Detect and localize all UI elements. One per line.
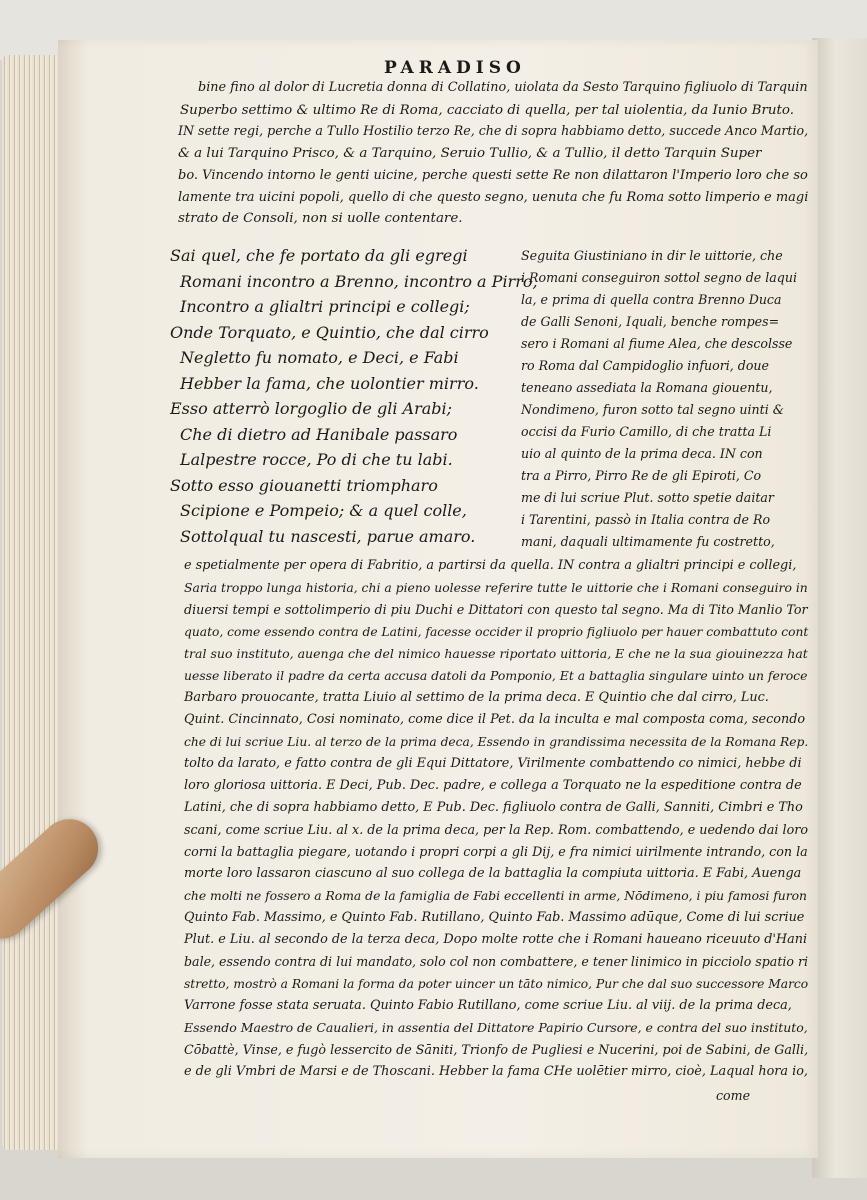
body-line: che di lui scriue Liu. al terzo de la prima deca, Essendo in grandissima necessita de la Romana Rep. xyxy=(184,735,809,749)
verse-line: Sotto esso giouanetti triompharo xyxy=(170,476,438,495)
verse-line: Romani incontro a Brenno, incontro a Pirro, xyxy=(180,272,538,291)
text-line: strato de Consoli, non si uolle contentare. xyxy=(178,211,463,226)
commentary-line: de Galli Senoni, Iquali, benche rompes= xyxy=(521,314,780,329)
body-line: uesse liberato il padre da certa accusa datoli da Pomponio, Et a battaglia singulare uinto un feroce xyxy=(184,668,808,683)
body-line: che molti ne fossero a Roma de la famiglia de Fabi eccellenti in arme, Nōdimeno, i piu famosi furon xyxy=(184,889,807,903)
commentary-line: teneano assediata la Romana giouentu, xyxy=(521,380,773,395)
verse-line: Che di dietro ad Hanibale passaro xyxy=(180,425,458,444)
body-line: Plut. e Liu. al secondo de la terza deca, Dopo molte rotte che i Romani haueano riceuuto d'Hani xyxy=(184,932,808,947)
commentary-line: Seguita Giustiniano in dir le uittorie, che xyxy=(521,248,783,263)
commentary-line: i Romani conseguiron sottol segno de laqui xyxy=(521,270,797,285)
commentary-line: sero i Romani al fiume Alea, che descolsse xyxy=(521,336,793,351)
body-line: loro gloriosa uittoria. E Deci, Pub. Dec. padre, e collega a Torquato ne la espeditione contra de xyxy=(184,778,802,793)
body-line: Saria troppo lunga historia, chi a pieno uolesse referire tutte le uittorie che i Romani conseguiro in xyxy=(184,581,808,595)
body-line: scani, come scriue Liu. al x. de la prima deca, per la Rep. Rom. combattendo, e uedendo dai loro xyxy=(184,822,809,837)
body-line: Varrone fosse stata seruata. Quinto Fabio Rutillano, come scriue Liu. al viij. de la prima deca, xyxy=(184,998,792,1013)
body-line: Essendo Maestro de Caualieri, in assentia del Dittatore Papirio Cursore, e contra del suo instituto, xyxy=(184,1020,808,1035)
text-line: lamente tra uicini popoli, quello di che questo segno, uenuta che fu Roma sotto limperio e magi xyxy=(178,190,809,205)
verse-line: Negletto fu nomato, e Deci, e Fabi xyxy=(180,348,459,367)
verse-line: Sai quel, che fe portato da gli egregi xyxy=(170,246,468,265)
verse-line: Sottolqual tu nascesti, parue amaro. xyxy=(180,527,476,546)
body-line: stretto, mostrò a Romani la forma da poter uincer un tāto nimico, Pur che dal suo successore Marco xyxy=(184,977,809,991)
commentary-line: Nondimeno, furon sotto tal segno uinti & xyxy=(521,402,784,417)
commentary-line: tra a Pirro, Pirro Re de gli Epiroti, Co xyxy=(521,468,762,483)
body-line: e de gli Vmbri de Marsi e de Thoscani. Hebber la fama CHe uolētier mirro, cioè, Laqual hora io, xyxy=(184,1064,808,1079)
body-line: tral suo instituto, auenga che del nimico hauesse riportato uittoria, E che ne la sua giouinezza hat xyxy=(184,646,808,661)
verse-line: Onde Torquato, e Quintio, che dal cirro xyxy=(170,323,489,342)
commentary-line: occisi da Furio Camillo, di che tratta Li xyxy=(521,424,772,439)
body-line: quato, come essendo contra de Latini, facesse occider il proprio figliuolo per hauer combattuto cont xyxy=(184,625,809,639)
facing-page-edge xyxy=(812,38,867,1178)
commentary-line: la, e prima di quella contra Brenno Duca xyxy=(521,292,782,307)
commentary-line: i Tarentini, passò in Italia contra de Ro xyxy=(521,512,771,527)
catchword: come xyxy=(716,1088,751,1103)
body-line: Quint. Cincinnato, Cosi nominato, come dice il Pet. da la inculta e mal composta coma, secondo xyxy=(184,712,806,727)
commentary-line: me di lui scriue Plut. sotto spetie daitar xyxy=(521,490,774,505)
body-line: Latini, che di sopra habbiamo detto, E Pub. Dec. figliuolo contra de Galli, Sanniti, Cimbri e Tho xyxy=(184,800,803,815)
commentary-line: uio al quinto de la prima deca. IN con xyxy=(521,446,763,461)
body-line: tolto da larato, e fatto contra de gli Equi Dittatore, Virilmente combattendo co nimici, hebbe di xyxy=(184,756,802,771)
verse-line: Hebber la fama, che uolontier mirro. xyxy=(180,374,479,393)
book-page-edges xyxy=(2,55,60,1150)
verse-line: Incontro a glialtri principi e collegi; xyxy=(180,297,470,316)
body-line: Quinto Fab. Massimo, e Quinto Fab. Rutillano, Quinto Fab. Massimo adūque, Come di lui scriue xyxy=(184,910,805,925)
body-line: bale, essendo contra di lui mandato, solo col non combattere, e tener linimico in picciolo spatio ri xyxy=(184,954,809,969)
verse-line: Esso atterrò lorgoglio de gli Arabi; xyxy=(170,399,453,418)
verse-line: Lalpestre rocce, Po di che tu labi. xyxy=(180,450,453,469)
text-line: Superbo settimo & ultimo Re di Roma, cacciato di quella, per tal uiolentia, da Iunio Bruto. xyxy=(180,103,794,118)
body-line: diuersi tempi e sottolimperio di piu Duchi e Dittatori con questo tal segno. Ma di Tito Manlio Tor xyxy=(184,602,808,617)
body-line: Barbaro prouocante, tratta Liuio al settimo de la prima deca. E Quintio che dal cirro, Luc. xyxy=(184,690,769,705)
text-line: & a lui Tarquino Prisco, & a Tarquino, Seruio Tullio, & a Tullio, il detto Tarquin Super xyxy=(178,146,762,161)
text-line: bo. Vincendo intorno le genti uicine, perche questi sette Re non dilattaron l'Imperio loro che so xyxy=(178,168,808,183)
body-line: e spetialmente per opera di Fabritio, a partirsi da quella. IN contra a glialtri principi e collegi, xyxy=(184,558,797,573)
book-page xyxy=(58,40,818,1158)
text-line: IN sette regi, perche a Tullo Hostilio terzo Re, che di sopra habbiamo detto, succede Anco Martio, xyxy=(178,123,809,138)
running-header: PARADISO xyxy=(384,58,526,78)
verse-line: Scipione e Pompeio; & a quel colle, xyxy=(180,501,467,520)
text-line: bine fino al dolor di Lucretia donna di Collatino, uiolata da Sesto Tarquino figliuolo di Tarquin xyxy=(198,80,808,95)
body-line: corni la battaglia piegare, uotando i propri corpi a gli Dij, e fra nimici uirilmente intrando, con la xyxy=(184,844,808,859)
body-line: morte loro lassaron ciascuno al suo collega de la battaglia la compiuta uittoria. E Fabi, Auenga xyxy=(184,866,802,881)
commentary-line: mani, daquali ultimamente fu costretto, xyxy=(521,534,775,549)
body-line: Cōbattè, Vinse, e fugò lessercito de Sāniti, Trionfo de Pugliesi e Nucerini, poi de Sabini, de Galli, xyxy=(184,1042,809,1057)
commentary-line: ro Roma dal Campidoglio infuori, doue xyxy=(521,358,770,373)
